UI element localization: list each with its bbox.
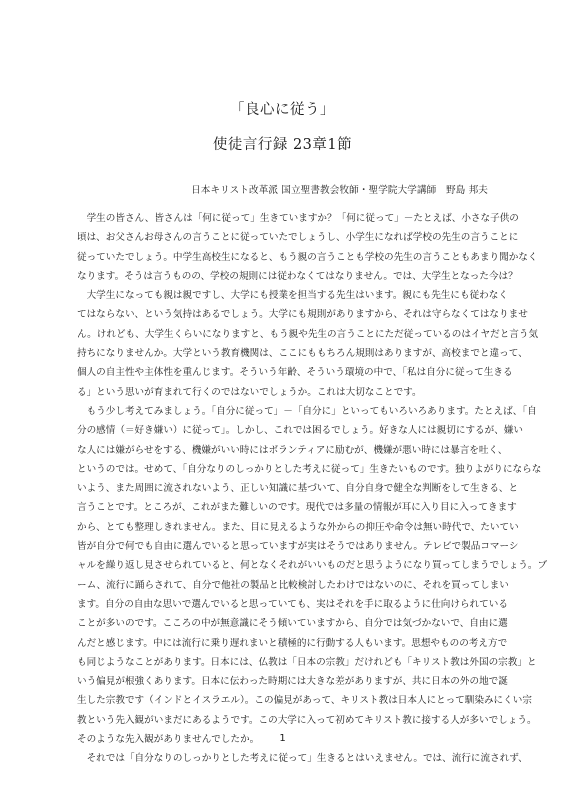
text-line: も同じようなことがあります。日本には、仏教は「日本の宗教」だけれども「キリスト教は外国の宗教」と bbox=[77, 656, 537, 668]
text-line: てはならない、という気持はあるでしょう。大学にも規則がありますから、それは守らなくてはなりませ bbox=[77, 309, 528, 321]
text-line: 分の感情（＝好き嫌い）に従って」。しかし、これでは困るでしょう。好きな人には親切にするが、嫌い bbox=[77, 425, 524, 437]
text-line: ことが多いのです。こころの中が無意識にそう傾いていますから、自分では気づかないで、自由に選 bbox=[77, 618, 508, 630]
text-line: 従っていたでしょう。中学生高校生になると、もう親の言うことも学校の先生の言うこともあまり聞かなく bbox=[77, 251, 538, 263]
text-line: そのような先入観がありませんでしたか。 bbox=[77, 734, 260, 746]
text-line: 持ちになりませんか。大学という教育機関は、ここにももちろん規則はありますが、高校までと違って、 bbox=[77, 348, 528, 360]
text-line: 個人の自主性や主体性を重んじます。そういう年齢、そういう環境の中で、「私は自分に従って生きる bbox=[77, 367, 513, 379]
text-line: から、とても整理しきれません。また、目に見えるような外からの抑圧や命令は無い時代で、たいてい bbox=[77, 521, 519, 533]
scripture-reference: 使徒言行録 23章1節 bbox=[212, 137, 353, 153]
text-line: というのでは。せめて、「自分なりのしっかりとした考えに従って」生きたいものです。独りよがりにならな bbox=[77, 463, 542, 475]
text-line: もう少し考えてみましょう。「自分に従って」－「自分に」といってもいろいろあります。たとえば、「自 bbox=[77, 405, 537, 417]
text-line: 学生の皆さん、皆さんは「何に従って」生きていますか？「何に従って」－たとえば、小さな子供の bbox=[77, 213, 519, 224]
text-line: 皆が自分で何でも自由に選んでいると思っていますが実はそうではありません。テレビで製品コマーシ bbox=[77, 541, 519, 553]
text-line: いう偏見が根強くあります。日本に伝わった時期には大きな差がありますが、共に日本の外の地で誕 bbox=[77, 676, 508, 688]
text-line: なります。そうは言うものの、学校の規則には従わなくてはなりません。では、大学生となった今は？ bbox=[77, 270, 518, 282]
sermon-title: 「良心に従う」 bbox=[230, 102, 335, 118]
text-line: 生した宗教です（インドとイスラエル）。この偏見があって、キリスト教は日本人にとって馴染みにくい宗 bbox=[77, 695, 532, 707]
author-line: 日本キリスト改革派 国立聖書教会牧師・聖学院大学講師 野島 邦夫 bbox=[191, 185, 488, 196]
text-line: 頃は、お父さんお母さんの言うことに従っていたでしょうし、小学生になれば学校の先生の言うことに bbox=[77, 232, 519, 244]
text-line: ーム、流行に踊らされて、自分で他社の製品と比較検討したわけではないのに、それを買ってしまい bbox=[77, 579, 509, 591]
body-text bbox=[77, 209, 548, 769]
text-line: 言うことです。ところが、これがまた難しいのです。現代では多量の情報が耳に入り目に入ってきます bbox=[77, 502, 517, 514]
text-line: 大学生になっても親は親ですし、大学にも授業を担当する先生はいます。親にも先生にも従わなく bbox=[77, 290, 508, 302]
text-line: 教という先入観がいまだにあるようです。この大学に入って初めてキリスト教に接する人が多いでしょう。 bbox=[77, 714, 537, 726]
text-line: いよう、また周囲に流されないよう、正しい知識に基づいて、自分自身で健全な判断をして生きる、と bbox=[77, 483, 519, 495]
text-line: る」という思いが育まれて行くのではないでしょうか。これは大切なことです。 bbox=[77, 386, 422, 398]
text-line: んだと感じます。中には流行に乗り遅れまいと積極的に行動する人もいます。思想やものの考え方で bbox=[77, 637, 508, 649]
text-line: ん。けれども、大学生くらいになりますと、もう親や先生の言うことにただ従っているのはイヤだと言う気 bbox=[77, 328, 539, 340]
page-number: 1 bbox=[279, 733, 286, 744]
text-line: それでは「自分なりのしっかりとした考えに従って」生きるとはいえません。では、流行に流されず、 bbox=[77, 753, 528, 765]
text-line: ます。自分の自由な思いで選んでいると思っていても、実はそれを手に取るように仕向けられている bbox=[77, 598, 508, 610]
text-line: ャルを繰り返し見させられていると、何となくそれがいいものだと思うようになり買ってしまうでしょう。ブ bbox=[77, 560, 548, 572]
text-line: な人には嫌がらせをする、機嫌がいい時にはボランティアに励むが、機嫌が悪い時には暴言を吐く、 bbox=[77, 444, 508, 456]
